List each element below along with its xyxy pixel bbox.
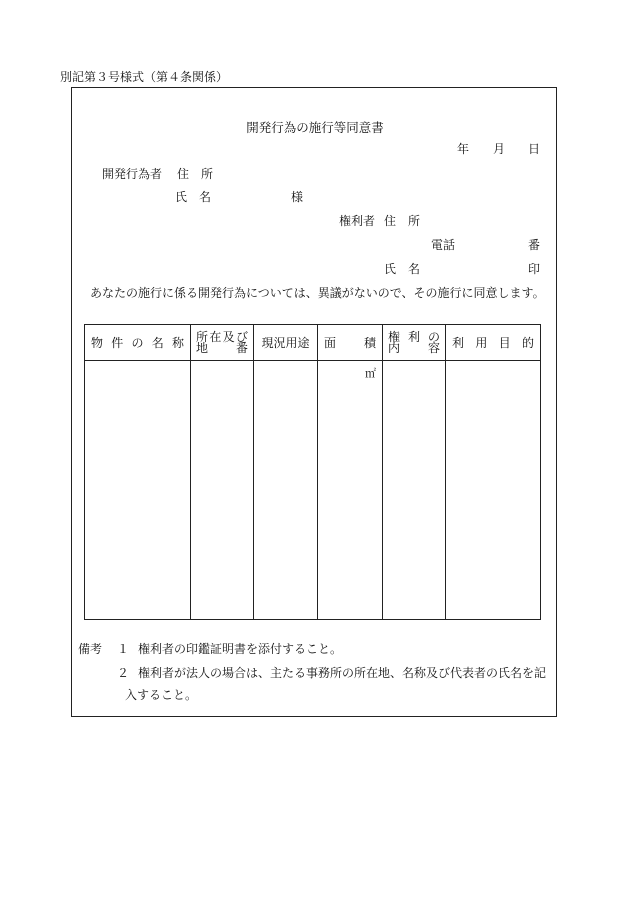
header-property-name-char: 名 <box>151 336 164 350</box>
cell-property-name[interactable] <box>85 361 191 620</box>
header-purpose-char: 用 <box>475 336 488 350</box>
header-location-top-char: び <box>235 329 248 344</box>
header-purpose-char: 目 <box>498 336 511 350</box>
note-2-continuation: 入すること。 <box>125 688 198 702</box>
header-purpose <box>446 325 541 361</box>
header-rights <box>383 325 446 361</box>
cell-location[interactable] <box>191 361 254 620</box>
header-area-char: 積 <box>363 336 376 350</box>
date-year: 年 <box>457 142 470 156</box>
header-property-name-char: 称 <box>171 336 184 350</box>
seal-mark: 印 <box>528 262 541 276</box>
right-holder-name-label: 氏 名 <box>384 262 421 276</box>
property-table <box>84 324 541 620</box>
consent-statement: あなたの施行に係る開発行為については、異議がないので、その施行に同意します。 <box>90 286 545 300</box>
header-property-name-char: の <box>131 336 144 350</box>
header-area-char: 面 <box>324 336 337 350</box>
developer-name-label: 氏 名 <box>175 190 212 204</box>
header-location-top-char: 在 <box>209 329 222 344</box>
header-location-top-char: 及 <box>222 329 235 344</box>
header-property-name-char: 物 <box>91 336 104 350</box>
header-location <box>191 325 254 361</box>
cell-area[interactable] <box>318 361 383 620</box>
header-current-use: 現況用途 <box>254 325 318 361</box>
notes-label: 備考 <box>78 642 103 656</box>
form-caption: 別記第３号様式（第４条関係） <box>60 70 229 84</box>
header-rights-top-char: 権 <box>388 329 401 344</box>
date-month: 月 <box>493 142 506 156</box>
cell-rights[interactable] <box>383 361 446 620</box>
table-row <box>85 361 541 620</box>
cell-purpose[interactable] <box>446 361 541 620</box>
header-rights-top-char: の <box>427 329 440 344</box>
header-rights-top-char: 利 <box>407 329 420 344</box>
right-holder-address-label: 住 所 <box>384 214 421 228</box>
note-2-number: ２ <box>117 666 130 680</box>
header-location-bottom-char: 地 <box>196 340 209 355</box>
header-purpose-char: 利 <box>452 336 465 350</box>
header-location-bottom-char: 番 <box>235 340 248 355</box>
developer-honorific: 様 <box>291 190 304 204</box>
document-title: 開発行為の施行等同意書 <box>246 120 384 135</box>
header-location-top-char: 所 <box>196 329 209 344</box>
note-1-number: １ <box>117 642 130 656</box>
header-rights-bottom-char: 内 <box>388 340 401 355</box>
area-unit: ㎡ <box>365 367 376 380</box>
developer-address-label: 住 所 <box>177 167 214 181</box>
header-property-name <box>85 325 191 361</box>
right-holder-label: 権利者 <box>339 214 376 228</box>
right-holder-phone-label: 電話 <box>431 238 456 252</box>
cell-current-use[interactable] <box>254 361 318 620</box>
date-day: 日 <box>528 142 541 156</box>
header-rights-bottom-char: 容 <box>427 340 440 355</box>
header-property-name-char: 件 <box>111 336 124 350</box>
developer-label: 開発行為者 <box>102 167 163 181</box>
note-2-text: 権利者が法人の場合は、主たる事務所の所在地、名称及び代表者の氏名を記 <box>138 666 547 680</box>
right-holder-phone-suffix: 番 <box>528 238 541 252</box>
header-purpose-char: 的 <box>521 336 534 350</box>
header-area <box>318 325 383 361</box>
note-1-text: 権利者の印鑑証明書を添付すること。 <box>138 642 343 656</box>
table-header-row <box>85 325 541 361</box>
